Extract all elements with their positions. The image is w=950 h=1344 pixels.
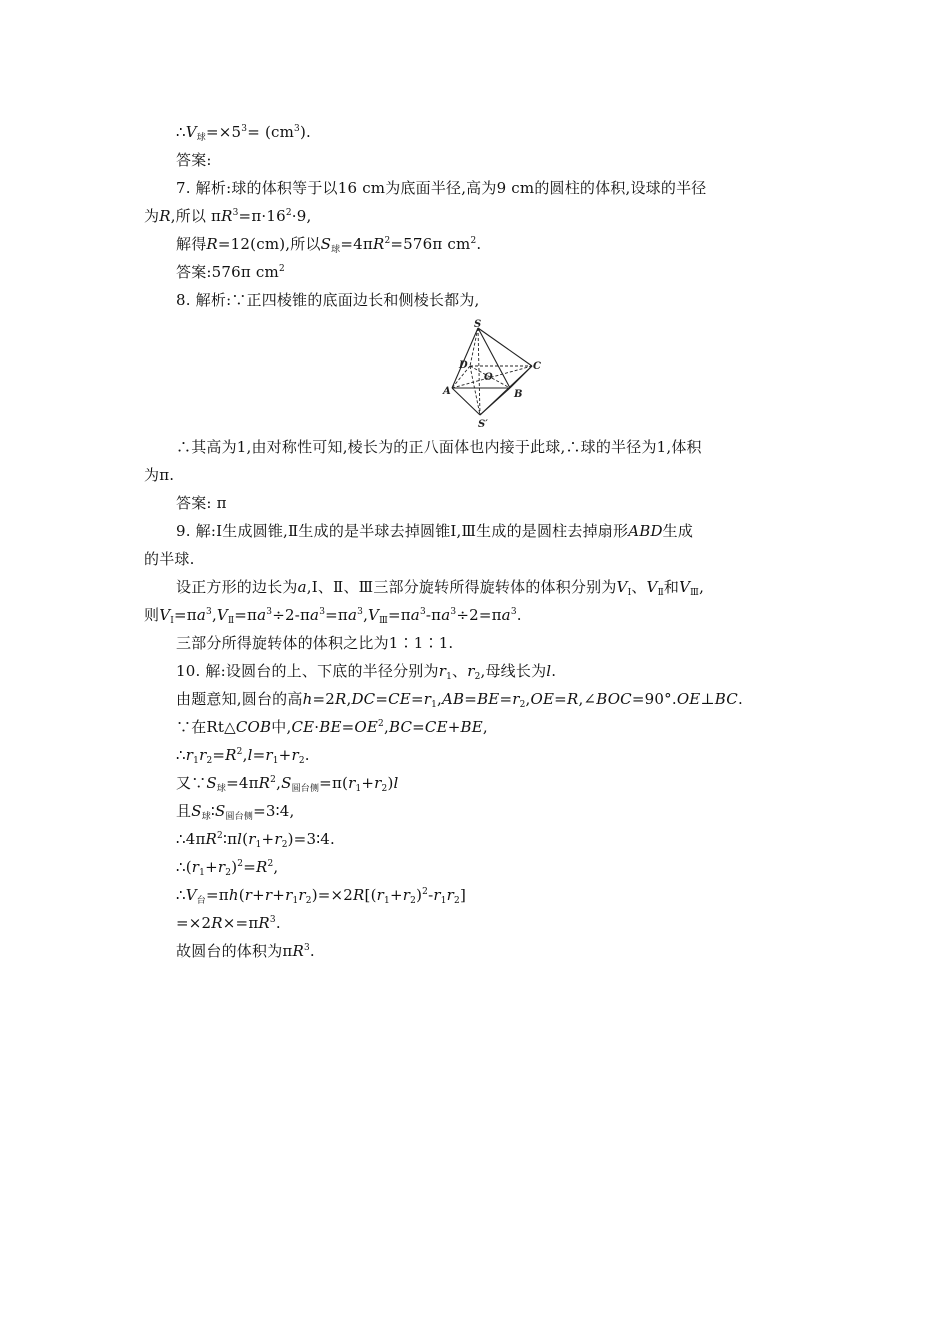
label-S: S [474, 319, 482, 330]
line-10: 答案: π [176, 494, 227, 512]
line-17: 由题意知,圆台的高$h=2R,DC=CE=r_1,AB=BE=r_2,OE=R,\angle BOC=90^\circ.OE\perp BC$. [176, 690, 743, 710]
line-25: $=\times 2R\times=\pi R^3$. [176, 914, 281, 932]
label-A: A [443, 386, 451, 397]
label-C: C [533, 361, 541, 372]
line-13: 设正方形的边长为a,Ⅰ、Ⅱ、Ⅲ三部分旋转所得旋转体的体积分别为$V_Ⅰ$、$V_Ⅱ$和$V_Ⅲ$, [176, 578, 705, 598]
line-3: 7. 解析:球的体积等于以16 cm为底面半径,高为9 cm的圆柱的体积,设球的半径 [176, 179, 707, 197]
octahedron-figure [438, 318, 548, 430]
line-12: 的半球. [144, 550, 195, 568]
line-9: 为π. [144, 466, 175, 484]
line-19: $\therefore r_1r_2=R^2,l=r_1+r_2$. [176, 746, 310, 766]
line-6: 答案:576π $cm^2$ [176, 263, 285, 281]
label-B: B [514, 389, 523, 400]
line-5: 解得R=12(cm),所以$S_球=4\pi R^2=576\pi$ $cm^2$. [176, 235, 482, 255]
line-24: $\therefore V_台=\pi h(r+r+r_1r_2)=\times 2R[(r_1+r_2)^2-r_1r_2]$ [176, 886, 467, 906]
line-16: 10. 解:设圆台的上、下底的半径分别为$r_1$、$r_2$,母线长为l. [176, 662, 557, 682]
label-D: D [459, 360, 468, 371]
line-14: 则$V_Ⅰ=\pi a^3,V_Ⅱ=\pi a^3\div 2-\pi a^3=\pi a^3,V_Ⅲ=\pi a^3-\pi a^3\div 2=\pi a^3$. [144, 606, 522, 626]
line-15: 三部分所得旋转体的体积之比为1∶1∶1. [176, 634, 454, 652]
line-18: ∵在Rt△COB中$,CE\cdot BE=OE^2,BC=CE+BE$, [176, 718, 488, 736]
line-21: 且$S_球∶S_{圆台侧}=3∶4$, [176, 802, 295, 822]
line-23: $\therefore(r_1+r_2)^2=R^2$, [176, 858, 279, 878]
label-O: O [484, 372, 493, 383]
line-22: $\therefore 4\pi R^2∶\pi l(r_1+r_2)=3∶4$. [176, 830, 336, 850]
line-20: 又$\because S_球=4\pi R^2,S_{圆台侧}=\pi(r_1+r_2)l$ [176, 774, 399, 794]
line-7: 8. 解析:∵正四棱锥的底面边长和侧棱长都为, [176, 291, 480, 309]
line-11: 9. 解:Ⅰ生成圆锥,Ⅱ生成的是半球去掉圆锥Ⅰ,Ⅲ生成的是圆柱去掉扇形ABD生成 [176, 522, 694, 540]
line-8: ∴其高为1,由对称性可知,棱长为的正八面体也内接于此球,∴球的半径为1,体积 [176, 438, 702, 456]
line-2: 答案: [176, 151, 212, 169]
line-26: 故圆台的体积为$\pi R^3$. [176, 942, 315, 960]
line-1: $\therefore V_球=\times 5^3= (cm^3)$. [176, 123, 312, 143]
label-S-prime: S′ [478, 419, 488, 430]
line-4: 为R,所以 $\pi R^3=\pi\cdot 16^2\cdot 9$, [144, 207, 312, 225]
